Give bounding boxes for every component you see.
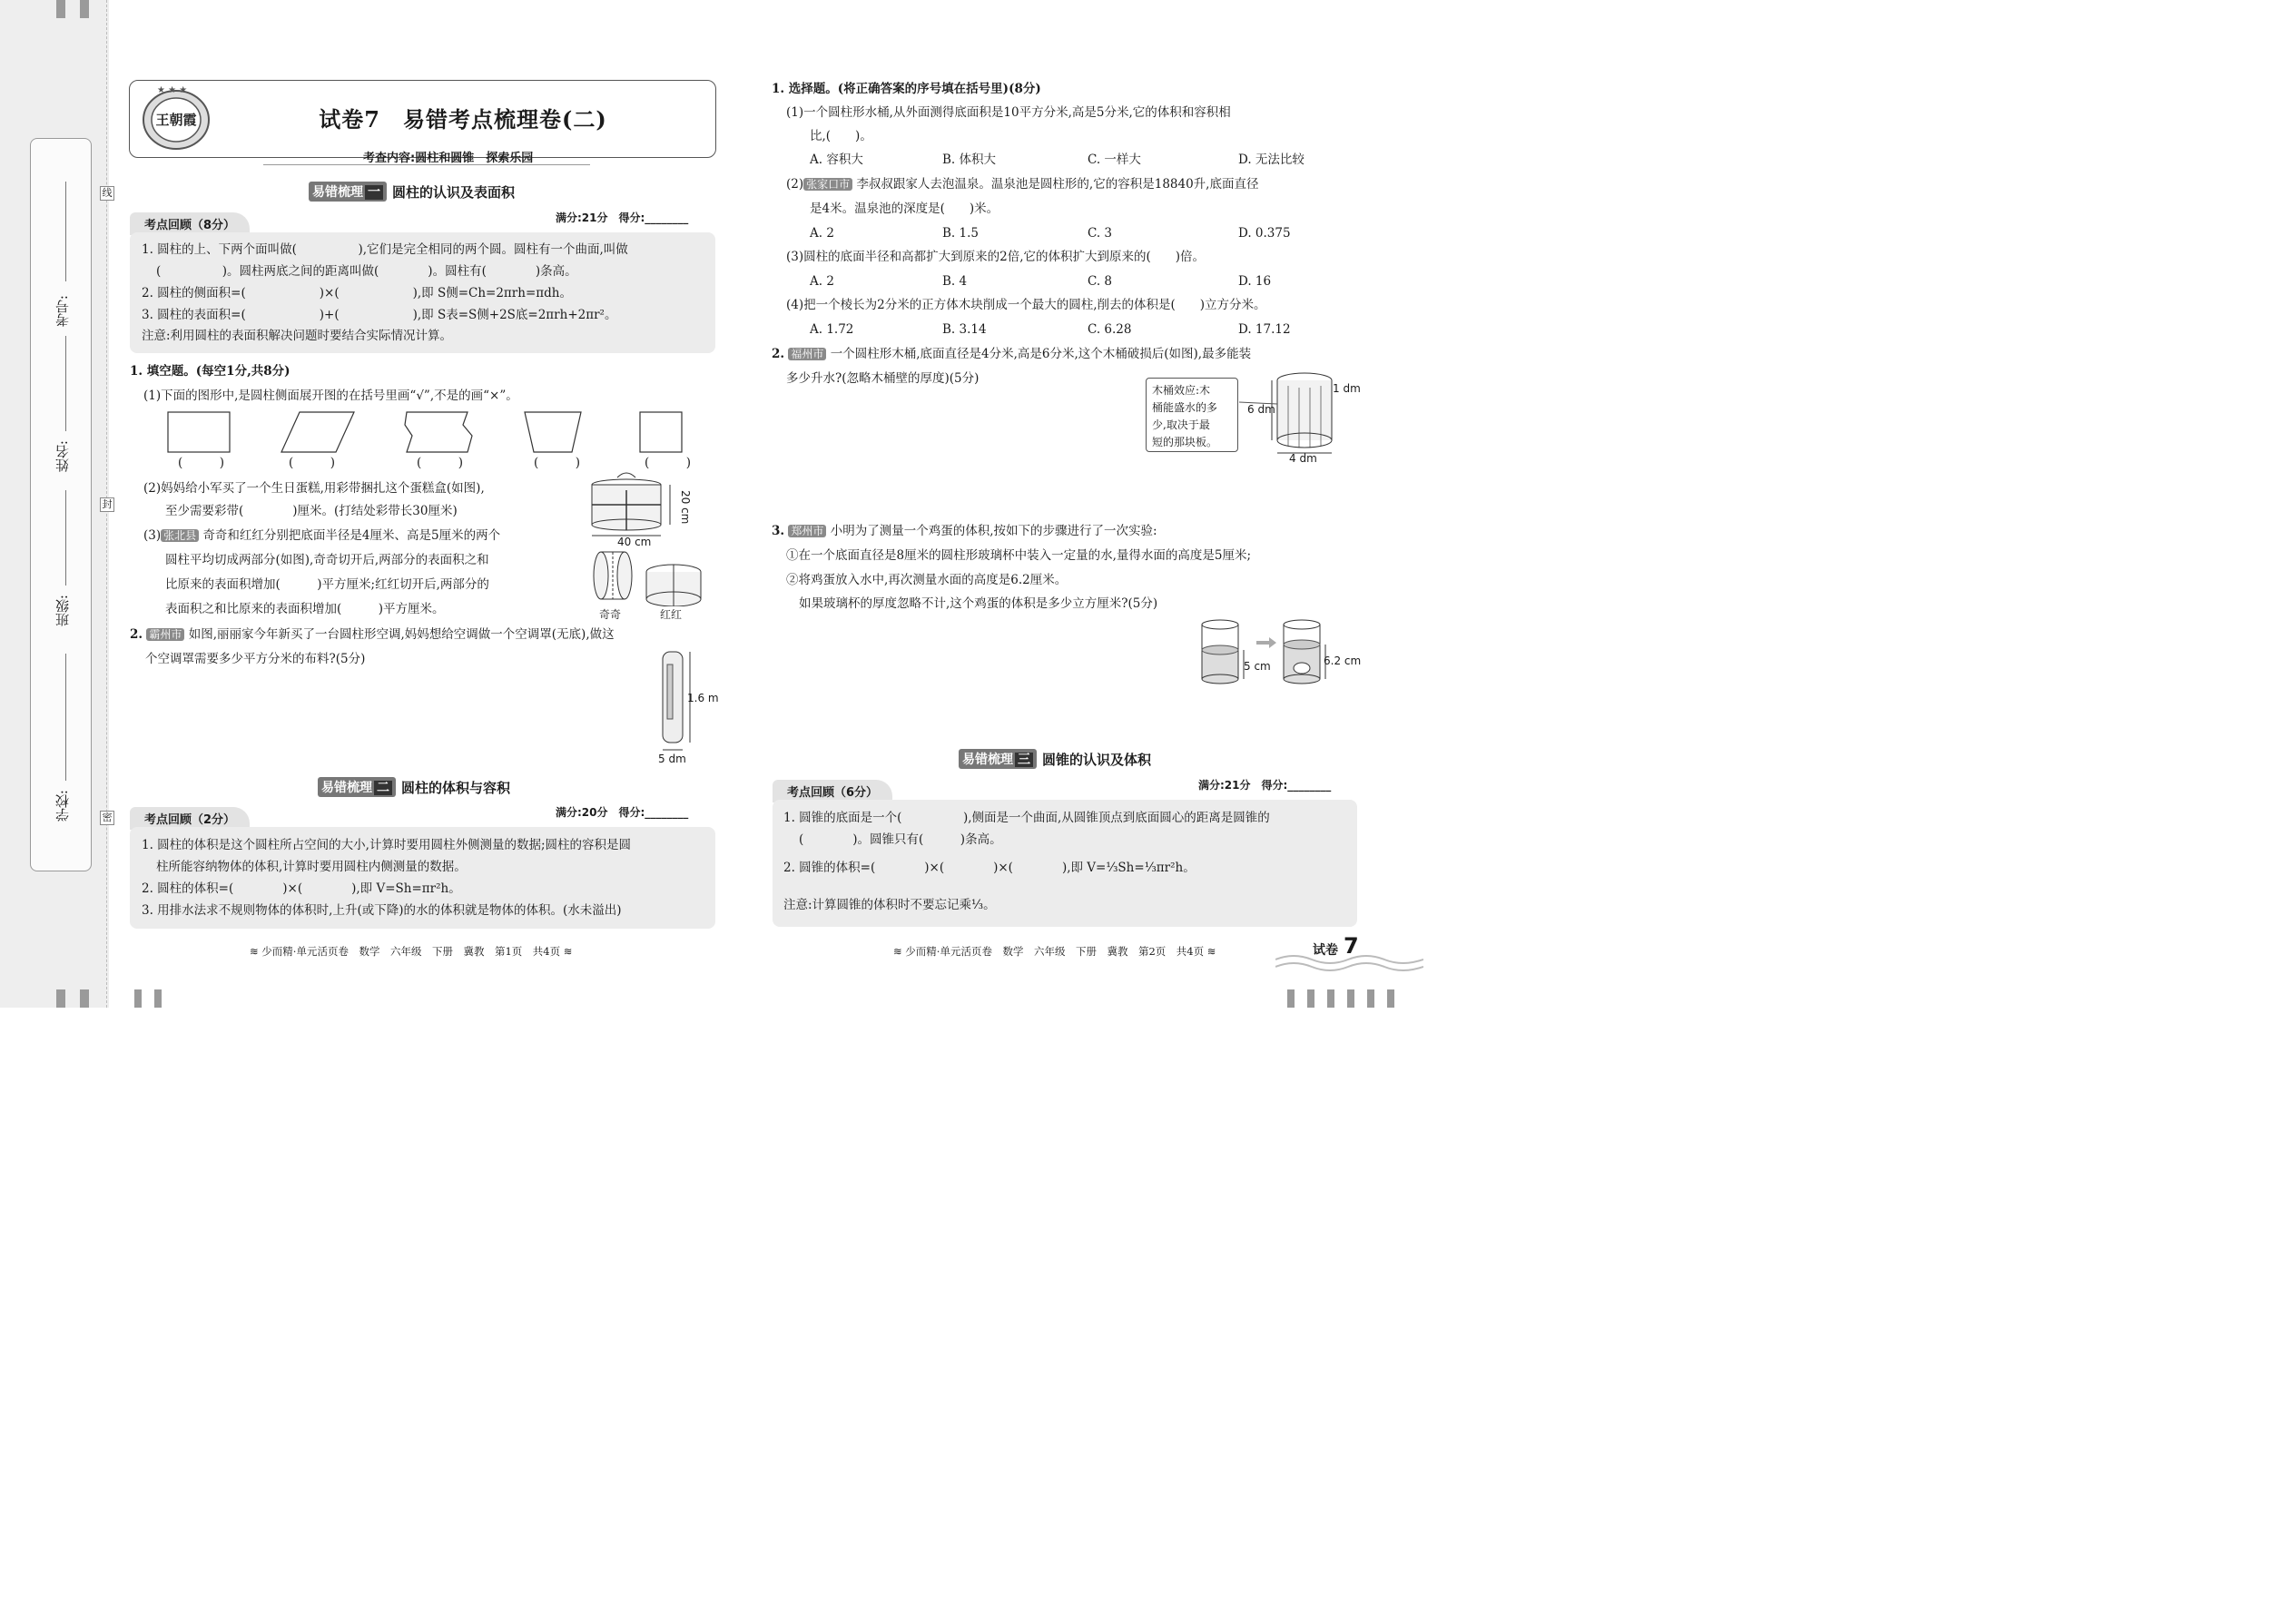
answer-paren[interactable]: ( ): [289, 456, 336, 470]
field-banji[interactable]: [65, 490, 66, 586]
review-tab: 考点回顾（6分）: [773, 780, 892, 802]
option: D. 16: [1238, 274, 1272, 289]
rectangle-shape: [168, 412, 230, 452]
review-note: 注意:利用圆柱的表面积解决问题时要结合实际情况计算。: [142, 329, 453, 343]
paper-number: 7: [1344, 933, 1359, 959]
option: C. 8: [1088, 274, 1113, 289]
question-text: (3)圆柱的底面半径和高都扩大到原来的2倍,它的体积扩大到原来的( )倍。: [786, 250, 1206, 264]
review-line: 2. 圆柱的体积=( )×( ),即 V=Sh=πr²h。: [142, 881, 461, 896]
fold-mark-xian: 线: [100, 186, 114, 201]
question-heading: 1. 选择题。(将正确答案的序号填在括号里)(8分): [772, 82, 1041, 96]
question-text: ①在一个底面直径是8厘米的圆柱形玻璃杯中装入一定量的水,量得水面的高度是5厘米;: [786, 548, 1252, 563]
fold-mark-mi: 密: [100, 811, 114, 825]
section-tag: 易错梳理 三: [959, 749, 1037, 769]
footer-mark: [134, 989, 142, 1008]
barrel-gap-label: 1 dm: [1333, 382, 1361, 395]
footer-mark: [154, 989, 162, 1008]
subtitle-rule: [263, 164, 590, 165]
question-text: 个空调罩需要多少平方分米的布料?(5分): [145, 652, 366, 666]
option: C. 6.28: [1088, 322, 1132, 337]
section-tag: 易错梳理 二: [318, 777, 396, 797]
label-xingming: 姓名:: [54, 440, 71, 473]
question-text: (2)妈妈给小军买了一个生日蛋糕,用彩带捆扎这个蛋糕盒(如图),: [143, 481, 485, 496]
field-kaohao[interactable]: [65, 182, 66, 281]
label-kaohao: 考号:: [54, 295, 71, 328]
answer-paren[interactable]: ( ): [178, 456, 225, 470]
section-title: 圆柱的认识及表面积: [392, 183, 516, 201]
question-text: 比,( )。: [810, 129, 872, 143]
bubble-line: 短的那块板。: [1152, 436, 1218, 448]
logo-text: 王朝霞: [155, 112, 197, 128]
question-text: (2) 张家口市 李叔叔跟家人去泡温泉。温泉池是圆柱形的,它的容积是18840升,底面直径: [786, 177, 1259, 192]
review-line: 3. 圆柱的表面积=( )+( ),即 S表=S侧+2S底=2πrh+2πr²。: [142, 308, 617, 322]
label-qiqi: 奇奇: [599, 608, 622, 621]
score-line: 满分:20分 得分:________: [556, 806, 689, 819]
answer-paren[interactable]: ( ): [534, 456, 581, 470]
question-text: 圆柱平均切成两部分(如图),奇奇切开后,两部分的表面积之和: [165, 553, 489, 567]
option: C. 3: [1088, 226, 1113, 241]
option: B. 体积大: [942, 153, 997, 167]
answer-paren[interactable]: ( ): [645, 456, 692, 470]
score-line: 满分:21分 得分:________: [556, 212, 689, 224]
option: B. 3.14: [942, 322, 987, 337]
page-footer-left: ≋ 少而精·单元活页卷 数学 六年级 下册 冀教 第1页 共4页 ≋: [250, 945, 573, 958]
review-line: 柱所能容纳物体的体积,计算时要用圆柱内侧测量的数据。: [156, 860, 467, 874]
question-text: (1)一个圆柱形水桶,从外面测得底面积是10平方分米,高是5分米,它的体积和容积相: [786, 105, 1231, 120]
barrel-height-label: 6 dm: [1247, 403, 1275, 416]
section-tag: 易错梳理 一: [309, 182, 387, 202]
publisher-logo: [138, 84, 214, 154]
review-line: 1. 圆柱的上、下两个面叫做( ),它们是完全相同的两个圆。圆柱有一个曲面,叫做: [142, 242, 628, 257]
gutter-mark: [56, 989, 65, 1008]
footer-mark: [1347, 989, 1354, 1008]
trapezoid-shape: [525, 412, 581, 452]
field-xuexiao[interactable]: [65, 654, 66, 781]
page-footer-right: ≋ 少而精·单元活页卷 数学 六年级 下册 冀教 第2页 共4页 ≋: [893, 945, 1216, 958]
answer-paren[interactable]: ( ): [417, 456, 464, 470]
section3-heading: [959, 749, 1151, 769]
option: B. 1.5: [942, 226, 979, 241]
label-banji: 班级:: [54, 595, 71, 627]
gutter-mark: [80, 0, 89, 18]
question-text: (1)下面的图形中,是圆柱侧面展开图的在括号里画“√”,不是的画“×”。: [143, 389, 518, 403]
footer-mark: [1327, 989, 1334, 1008]
bubble-line: 少,取决于最: [1152, 418, 1210, 431]
review-line: 1. 圆柱的体积是这个圆柱所占空间的大小,计算时要用圆柱外侧测量的数据;圆柱的容积是圆: [142, 838, 632, 852]
student-info-box: [30, 138, 92, 871]
review-line: 3. 用排水法求不规则物体的体积时,上升(或下降)的水的体积就是物体的体积。(水未溢出): [142, 903, 622, 918]
review-line: 2. 圆锥的体积=( )×( )×( ),即 V=⅓Sh=⅓πr²h。: [783, 861, 1196, 875]
square-shape: [640, 412, 682, 452]
label-honghong: 红红: [660, 608, 683, 621]
question-text: 是4米。温泉池的深度是( )米。: [810, 202, 999, 216]
review-tab: 考点回顾（8分）: [130, 212, 250, 235]
section1-heading: [309, 182, 515, 202]
egg-experiment-figure: [1196, 615, 1360, 688]
gutter-mark: [80, 989, 89, 1008]
question-text: 表面积之和比原来的表面积增加( )平方厘米。: [165, 602, 445, 616]
bubble-line: 木桶效应:木: [1152, 384, 1211, 397]
ac-width-label: 5 dm: [658, 753, 686, 765]
question-heading: 1. 填空题。(每空1分,共8分): [130, 364, 290, 379]
zigzag-shape: [405, 412, 472, 452]
section-title: 圆柱的体积与容积: [401, 779, 511, 796]
cake-width-label: 40 cm: [617, 536, 652, 548]
glass-height-label: 6.2 cm: [1324, 655, 1362, 667]
fold-mark-feng: 封: [100, 497, 114, 512]
glass-height-label: 5 cm: [1244, 660, 1271, 673]
page-subtitle: 考查内容:圆柱和圆锥 探索乐园: [363, 152, 534, 165]
question-text: 3. 郑州市 小明为了测量一个鸡蛋的体积,按如下的步骤进行了一次实验:: [772, 524, 1157, 538]
ac-height-label: 1.6 m: [687, 692, 719, 704]
option: D. 无法比较: [1238, 153, 1305, 167]
footer-mark: [1307, 989, 1314, 1008]
question-text: (4)把一个棱长为2分米的正方体木块削成一个最大的圆柱,削去的体积是( )立方分米。: [786, 298, 1266, 312]
page-title: 试卷7 易错考点梳理卷(二): [319, 106, 607, 133]
paper-label: 试卷: [1313, 943, 1338, 958]
score-line: 满分:21分 得分:________: [1198, 779, 1332, 792]
review-line: ( )。圆锥只有( )条高。: [799, 832, 1002, 847]
logo-seal-icon: [138, 84, 214, 154]
gutter-mark: [56, 0, 65, 18]
label-xuexiao: 学校:: [54, 790, 71, 822]
review-tab: 考点回顾（2分）: [130, 807, 250, 830]
option: A. 2: [810, 274, 834, 289]
review-line: 1. 圆锥的底面是一个( ),侧面是一个曲面,从圆锥顶点到底面圆心的距离是圆锥的: [783, 811, 1270, 825]
parallelogram-shape: [281, 412, 354, 452]
question-text: 如果玻璃杯的厚度忽略不计,这个鸡蛋的体积是多少立方厘米?(5分): [799, 596, 1158, 611]
cake-box-figure: [588, 472, 679, 545]
question-text: 2. 霸州市 如图,丽丽家今年新买了一台圆柱形空调,妈妈想给空调做一个空调罩(无底),做这: [130, 627, 615, 642]
question-text: ②将鸡蛋放入水中,再次测量水面的高度是6.2厘米。: [786, 573, 1068, 587]
option: A. 1.72: [810, 322, 854, 337]
question-text: 比原来的表面积增加( )平方厘米;红红切开后,两部分的: [165, 577, 489, 592]
option: D. 17.12: [1238, 322, 1291, 337]
footer-mark: [1367, 989, 1374, 1008]
review-line: 2. 圆柱的侧面积=( )×( ),即 S侧=Ch=2πrh=πdh。: [142, 286, 572, 300]
egg-icon: [1294, 663, 1310, 674]
question-text: 多少升水?(忽略木桶壁的厚度)(5分): [786, 371, 980, 386]
field-xingming[interactable]: [65, 336, 66, 431]
svg-text:★ ★ ★: ★ ★ ★: [157, 85, 188, 95]
section2-heading: [318, 777, 510, 797]
cut-cylinders-figure: [590, 548, 708, 606]
shapes-figure: [163, 408, 708, 456]
option: A. 容积大: [810, 153, 863, 167]
option: B. 4: [942, 274, 968, 289]
footer-mark: [1387, 989, 1394, 1008]
section-title: 圆锥的认识及体积: [1042, 751, 1152, 768]
option: C. 一样大: [1088, 153, 1141, 167]
callout-bubble: [1146, 378, 1238, 452]
footer-mark: [1287, 989, 1295, 1008]
question-text: (3) 张北县 奇奇和红红分别把底面半径是4厘米、高是5厘米的两个: [143, 528, 501, 543]
review-note: 注意:计算圆锥的体积时不要忘记乘⅓。: [783, 898, 996, 912]
review-line: ( )。圆柱两底之间的距离叫做( )。圆柱有( )条高。: [156, 264, 577, 279]
barrel-width-label: 4 dm: [1289, 452, 1317, 465]
bubble-line: 桶能盛水的多: [1152, 401, 1218, 414]
cake-height-label: 20 cm: [679, 490, 692, 525]
question-text: 2. 福州市 一个圆柱形木桶,底面直径是4分米,高是6分米,这个木桶破损后(如图),最多能装: [772, 347, 1252, 361]
question-text: 至少需要彩带( )厘米。(打结处彩带长30厘米): [165, 504, 458, 518]
option: A. 2: [810, 226, 834, 241]
option: D. 0.375: [1238, 226, 1291, 241]
